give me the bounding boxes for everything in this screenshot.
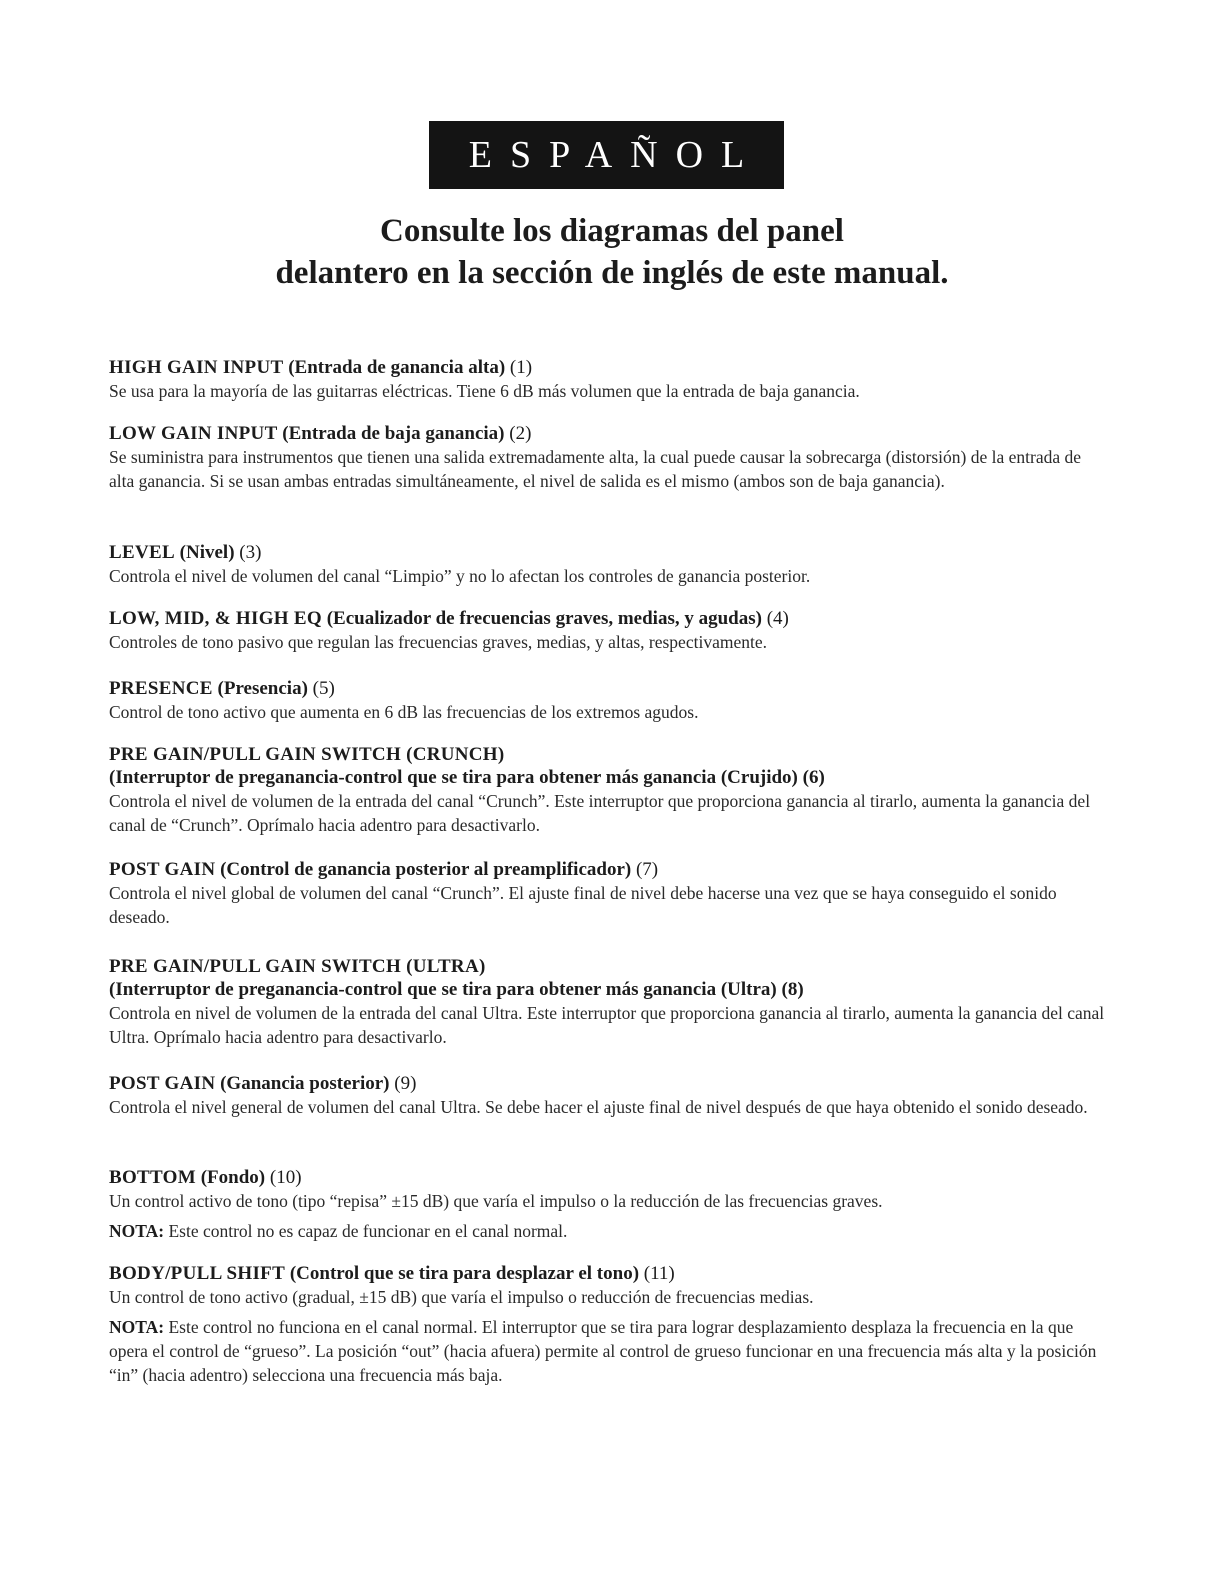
section-subheading: (Interruptor de preganancia-control que se tira para obtener más ganancia (Ultra) (8) (109, 979, 804, 1000)
section-body: Se usa para la mayoría de las guitarras eléctricas. Tiene 6 dB más volumen que la entrada de baja ganancia. (109, 381, 860, 401)
note-text: Este control no es capaz de funcionar en el canal normal. (168, 1221, 568, 1241)
section-body: Un control de tono activo (gradual, ±15 dB) que varía el impulso o reducción de frecuencias medias. (109, 1287, 814, 1307)
subtitle-line-2: delantero en la sección de inglés de este manual. (275, 255, 949, 291)
section-body: Controla el nivel de volumen de la entrada del canal “Crunch”. Este interruptor que proporciona ganancia al tirarlo, aumenta la ganancia del canal de “Crunch”. Oprímalo hacia adentro para desactivarlo. (109, 791, 1091, 835)
section-post-gain-ultra (109, 1072, 1109, 1119)
section-pre-gain-ultra (109, 955, 1109, 1049)
section-low-gain-input (109, 422, 1109, 493)
language-banner: ESPAÑOL (429, 121, 784, 189)
section-body: Controla el nivel general de volumen del canal Ultra. Se debe hacer el ajuste final de nivel después de que haya obtenido el sonido deseado. (109, 1097, 1088, 1117)
section-gloss: (Presencia) (217, 678, 308, 699)
section-heading (109, 955, 1109, 978)
section-term: LEVEL (109, 542, 175, 563)
section-heading (109, 1072, 1109, 1095)
subtitle-line-1: Consulte los diagramas del panel (380, 213, 844, 249)
section-term: HIGH GAIN INPUT (109, 357, 284, 378)
section-level (109, 541, 1109, 588)
section-heading (109, 422, 1109, 445)
section-subheading: (Interruptor de preganancia-control que se tira para obtener más ganancia (Crujido) (6) (109, 767, 825, 788)
section-post-gain-crunch (109, 858, 1109, 929)
section-number: (5) (312, 678, 335, 699)
section-term: PRE GAIN/PULL GAIN SWITCH (CRUNCH) (109, 744, 505, 765)
section-number: (7) (635, 859, 659, 880)
note-label: NOTA: (109, 1317, 165, 1337)
section-body: Controla el nivel global de volumen del canal “Crunch”. El ajuste final de nivel debe hacerse una vez que se haya conseguido el sonido deseado. (109, 883, 1057, 927)
section-body: Un control activo de tono (tipo “repisa” ±15 dB) que varía el impulso o la reducción de las frecuencias graves. (109, 1191, 883, 1211)
section-body-pull-shift (109, 1262, 1109, 1387)
section-gloss: (Nivel) (179, 542, 235, 563)
section-heading (109, 356, 1109, 379)
section-heading (109, 1262, 1109, 1285)
section-term: POST GAIN (109, 859, 216, 880)
section-term: LOW GAIN INPUT (109, 423, 278, 444)
note-text: Este control no funciona en el canal normal. El interruptor que se tira para lograr desplazamiento desplaza la frecuencia en la que opera el control de “grueso”. La posición “out” (hacia afuera) permite al control de grueso funcionar en una frecuencia más alta y la posición “in” (hacia adentro) selecciona una frecuencia más baja. (109, 1317, 1097, 1385)
section-number: (10) (269, 1167, 302, 1188)
section-note (109, 1315, 1109, 1387)
section-bottom (109, 1166, 1109, 1243)
section-presence (109, 677, 1109, 724)
section-note (109, 1219, 1109, 1243)
section-heading (109, 541, 1109, 564)
section-gloss: (Entrada de baja ganancia) (282, 423, 505, 444)
section-term: BOTTOM (109, 1167, 196, 1188)
section-term: BODY/PULL SHIFT (109, 1263, 286, 1284)
section-high-gain-input (109, 356, 1109, 403)
section-eq (109, 607, 1109, 654)
section-number: (3) (239, 542, 262, 563)
section-gloss: (Control que se tira para desplazar el tono) (289, 1263, 640, 1284)
section-pre-gain-crunch (109, 743, 1109, 837)
section-term: POST GAIN (109, 1073, 216, 1094)
section-gloss: (Entrada de ganancia alta) (288, 357, 506, 378)
section-number: (9) (394, 1073, 417, 1094)
section-number: (1) (509, 357, 533, 378)
section-body: Controla en nivel de volumen de la entrada del canal Ultra. Este interruptor que proporciona ganancia al tirarlo, aumenta la ganancia del canal Ultra. Oprímalo hacia adentro para desactivarlo. (109, 1003, 1105, 1047)
section-heading (109, 1166, 1109, 1189)
section-body: Controla el nivel de volumen del canal “Limpio” y no lo afectan los controles de ganancia posterior. (109, 566, 811, 586)
section-gloss: (Control de ganancia posterior al preamplificador) (220, 859, 632, 880)
page-subtitle (150, 210, 1074, 294)
section-body: Se suministra para instrumentos que tienen una salida extremadamente alta, la cual puede causar la sobrecarga (distorsión) de la entrada de alta ganancia. Si se usan ambas entradas simultáneamente, el nivel de salida es el mismo (ambos son de baja ganancia). (109, 447, 1082, 491)
section-number: (4) (766, 608, 789, 629)
section-term: PRESENCE (109, 678, 213, 699)
section-term: LOW, MID, & HIGH EQ (109, 608, 322, 629)
section-heading (109, 607, 1109, 630)
section-heading (109, 858, 1109, 881)
note-label: NOTA: (109, 1221, 165, 1241)
section-number: (2) (509, 423, 532, 444)
section-heading (109, 743, 1109, 766)
section-gloss: (Fondo) (200, 1167, 266, 1188)
section-number: (11) (643, 1263, 675, 1284)
section-gloss: (Ganancia posterior) (220, 1073, 390, 1094)
section-gloss: (Ecualizador de frecuencias graves, medias, y agudas) (326, 608, 762, 629)
section-body: Control de tono activo que aumenta en 6 dB las frecuencias de los extremos agudos. (109, 702, 699, 722)
section-term: PRE GAIN/PULL GAIN SWITCH (ULTRA) (109, 956, 486, 977)
section-heading (109, 677, 1109, 700)
section-body: Controles de tono pasivo que regulan las frecuencias graves, medias, y altas, respectivamente. (109, 632, 767, 652)
